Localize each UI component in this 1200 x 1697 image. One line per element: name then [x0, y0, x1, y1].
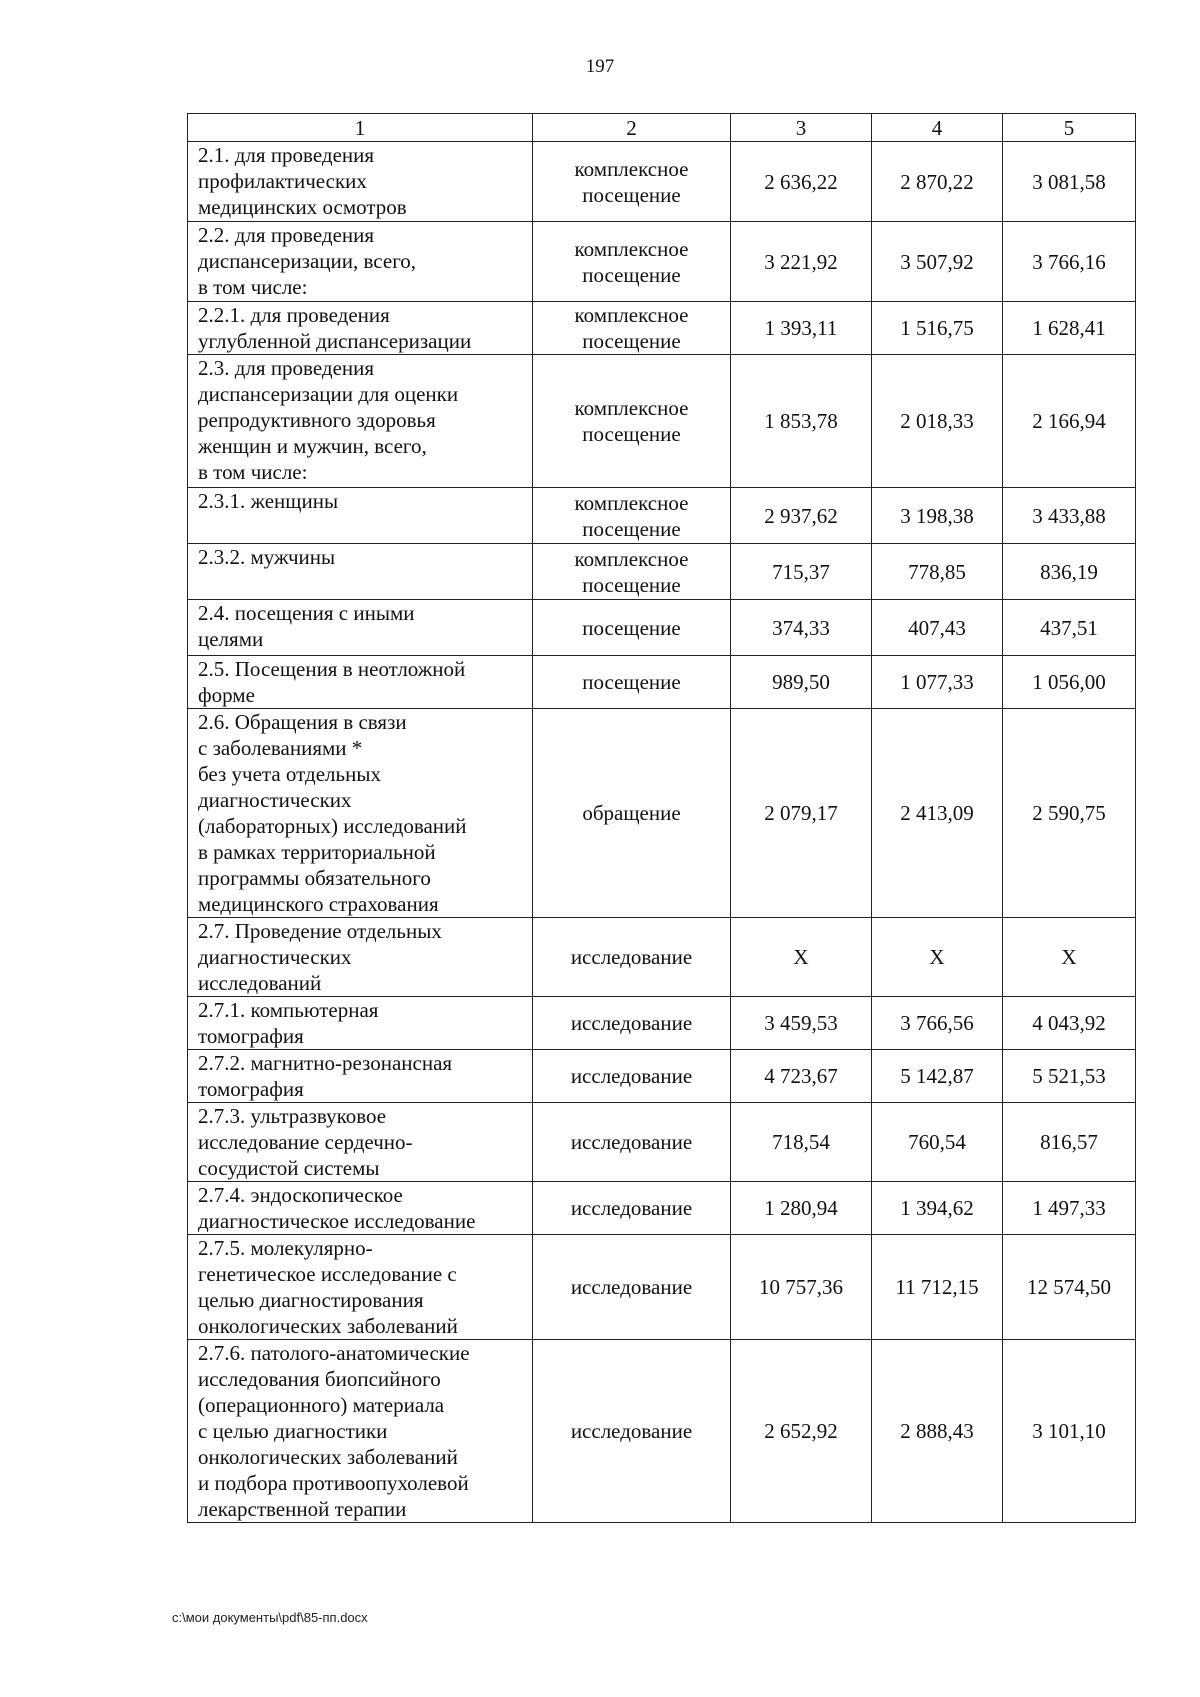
row-value-col4: 778,85 [872, 544, 1003, 600]
row-name-cell: 2.2. для проведения диспансеризации, всего, в том числе: [188, 222, 533, 302]
row-value-col3: Х [731, 918, 872, 997]
table-row [188, 997, 1136, 1050]
row-name-cell: 2.7.2. магнитно-резонансная томография [188, 1050, 533, 1103]
row-value-col4: 5 142,87 [872, 1050, 1003, 1103]
row-value-col4: 407,43 [872, 600, 1003, 656]
column-header-1: 1 [188, 114, 533, 142]
table-row [188, 1235, 1136, 1340]
row-value-col5: 3 081,58 [1003, 142, 1136, 222]
row-value-col5: 12 574,50 [1003, 1235, 1136, 1340]
row-name-cell: 2.3.1. женщины [188, 488, 533, 544]
table-row [188, 709, 1136, 918]
row-value-col4: 3 766,56 [872, 997, 1003, 1050]
row-unit-cell: комплексное посещение [533, 488, 731, 544]
row-name-cell: 2.7.5. молекулярно- генетическое исследование с целью диагностирования онкологических заболеваний [188, 1235, 533, 1340]
row-value-col4: 1 077,33 [872, 656, 1003, 709]
table-header-row [188, 114, 1136, 142]
table-row [188, 1050, 1136, 1103]
row-unit-cell: комплексное посещение [533, 544, 731, 600]
row-value-col3: 1 393,11 [731, 302, 872, 355]
row-name-cell: 2.3. для проведения диспансеризации для оценки репродуктивного здоровья женщин и мужчин, всего, в том числе: [188, 355, 533, 488]
row-value-col3: 10 757,36 [731, 1235, 872, 1340]
row-value-col5: 836,19 [1003, 544, 1136, 600]
row-value-col3: 3 459,53 [731, 997, 872, 1050]
row-value-col4: 11 712,15 [872, 1235, 1003, 1340]
row-value-col5: 1 056,00 [1003, 656, 1136, 709]
table-row [188, 302, 1136, 355]
row-name-cell: 2.3.2. мужчины [188, 544, 533, 600]
row-value-col5: 3 766,16 [1003, 222, 1136, 302]
row-name-cell: 2.7. Проведение отдельных диагностических исследований [188, 918, 533, 997]
table-row [188, 656, 1136, 709]
row-value-col4: 2 870,22 [872, 142, 1003, 222]
table-row [188, 222, 1136, 302]
row-name-cell: 2.5. Посещения в неотложной форме [188, 656, 533, 709]
table-row [188, 488, 1136, 544]
row-unit-cell: исследование [533, 1340, 731, 1523]
footer-file-path: c:\мои документы\pdf\85-пп.docx [172, 1610, 368, 1625]
page-number: 197 [585, 56, 615, 77]
row-value-col3: 989,50 [731, 656, 872, 709]
table-row [188, 600, 1136, 656]
row-name-cell: 2.4. посещения с иными целями [188, 600, 533, 656]
row-unit-cell: исследование [533, 997, 731, 1050]
row-value-col4: 3 198,38 [872, 488, 1003, 544]
column-header-3: 3 [731, 114, 872, 142]
row-unit-cell: комплексное посещение [533, 222, 731, 302]
row-value-col5: Х [1003, 918, 1136, 997]
row-name-cell: 2.1. для проведения профилактических медицинских осмотров [188, 142, 533, 222]
row-value-col3: 4 723,67 [731, 1050, 872, 1103]
row-name-cell: 2.7.6. патолого-анатомические исследования биопсийного (операционного) материала с целью диагностики онкологических заболеваний и подбора противоопухолевой лекарственной терапии [188, 1340, 533, 1523]
row-name-cell: 2.7.1. компьютерная томография [188, 997, 533, 1050]
row-value-col3: 1 853,78 [731, 355, 872, 488]
table-row [188, 544, 1136, 600]
row-unit-cell: обращение [533, 709, 731, 918]
row-name-cell: 2.6. Обращения в связи с заболеваниями * без учета отдельных диагностических (лабораторных) исследований в рамках территориальной программы обязательного медицинского страхования [188, 709, 533, 918]
row-value-col3: 2 636,22 [731, 142, 872, 222]
row-value-col3: 3 221,92 [731, 222, 872, 302]
row-value-col4: 2 888,43 [872, 1340, 1003, 1523]
table-row [188, 142, 1136, 222]
row-value-col4: 1 516,75 [872, 302, 1003, 355]
row-value-col5: 2 166,94 [1003, 355, 1136, 488]
row-unit-cell: посещение [533, 656, 731, 709]
row-name-cell: 2.7.4. эндоскопическое диагностическое исследование [188, 1182, 533, 1235]
table-body [188, 142, 1136, 1523]
row-value-col4: 2 018,33 [872, 355, 1003, 488]
row-value-col3: 718,54 [731, 1103, 872, 1182]
row-value-col5: 3 101,10 [1003, 1340, 1136, 1523]
row-value-col5: 2 590,75 [1003, 709, 1136, 918]
row-value-col3: 2 079,17 [731, 709, 872, 918]
table-row [188, 1103, 1136, 1182]
row-value-col3: 715,37 [731, 544, 872, 600]
table-row [188, 355, 1136, 488]
row-value-col5: 437,51 [1003, 600, 1136, 656]
column-header-4: 4 [872, 114, 1003, 142]
row-value-col4: 1 394,62 [872, 1182, 1003, 1235]
row-value-col5: 5 521,53 [1003, 1050, 1136, 1103]
table-row [188, 1340, 1136, 1523]
row-value-col5: 1 628,41 [1003, 302, 1136, 355]
row-value-col4: Х [872, 918, 1003, 997]
row-value-col3: 2 937,62 [731, 488, 872, 544]
row-value-col5: 816,57 [1003, 1103, 1136, 1182]
row-unit-cell: исследование [533, 918, 731, 997]
row-value-col3: 2 652,92 [731, 1340, 872, 1523]
row-value-col5: 1 497,33 [1003, 1182, 1136, 1235]
row-name-cell: 2.7.3. ультразвуковое исследование сердечно- сосудистой системы [188, 1103, 533, 1182]
row-value-col5: 4 043,92 [1003, 997, 1136, 1050]
column-header-2: 2 [533, 114, 731, 142]
table-row [188, 918, 1136, 997]
row-unit-cell: комплексное посещение [533, 142, 731, 222]
row-unit-cell: комплексное посещение [533, 302, 731, 355]
row-value-col3: 374,33 [731, 600, 872, 656]
row-value-col4: 2 413,09 [872, 709, 1003, 918]
row-value-col5: 3 433,88 [1003, 488, 1136, 544]
row-value-col4: 3 507,92 [872, 222, 1003, 302]
row-name-cell: 2.2.1. для проведения углубленной диспансеризации [188, 302, 533, 355]
row-unit-cell: исследование [533, 1182, 731, 1235]
table-row [188, 1182, 1136, 1235]
row-value-col3: 1 280,94 [731, 1182, 872, 1235]
row-unit-cell: исследование [533, 1103, 731, 1182]
row-value-col4: 760,54 [872, 1103, 1003, 1182]
row-unit-cell: посещение [533, 600, 731, 656]
tariff-table-container [187, 113, 1136, 1523]
row-unit-cell: комплексное посещение [533, 355, 731, 488]
tariff-table [187, 113, 1136, 1523]
row-unit-cell: исследование [533, 1050, 731, 1103]
row-unit-cell: исследование [533, 1235, 731, 1340]
column-header-5: 5 [1003, 114, 1136, 142]
